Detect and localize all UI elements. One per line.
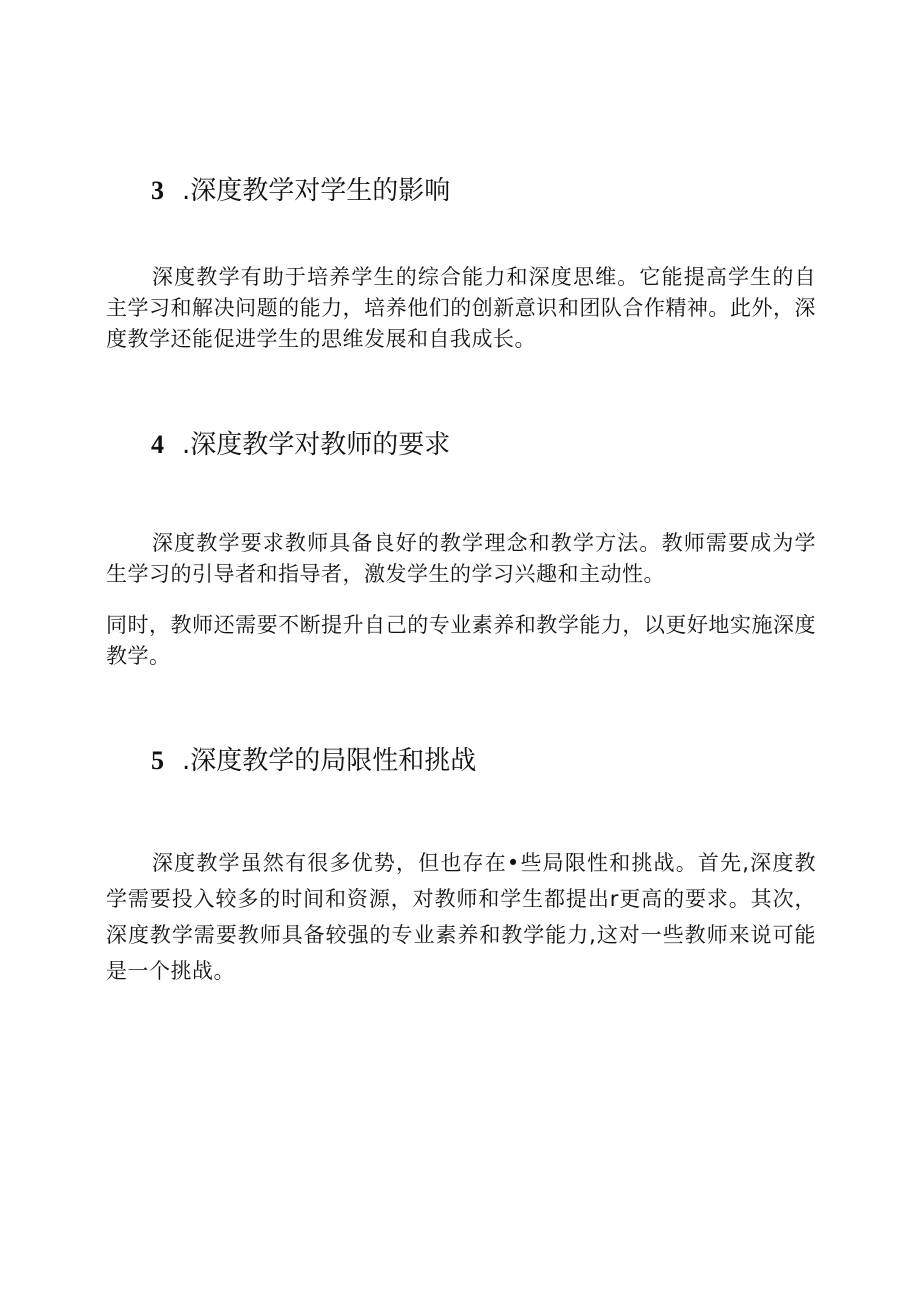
section-number: 4 xyxy=(151,430,164,459)
section-3-heading xyxy=(151,170,450,207)
section-number: 5 xyxy=(151,746,164,775)
section-title: .深度教学的局限性和挑战 xyxy=(182,746,477,776)
section-title: .深度教学对学生的影响 xyxy=(182,176,451,206)
section-5-heading xyxy=(151,740,476,777)
section-number: 3 xyxy=(151,176,164,205)
section-5-paragraph: 深度教学虽然有很多优势，但也存在•些局限性和挑战。首先,深度教学需要投入较多的时间和资源，对教师和学生都提出r更高的要求。其次，深度教学需要教师具备较强的专业素养和教学能力,这对一些教师来说可能是一个挑战。 xyxy=(106,851,816,983)
section-4-paragraph-2: 同时，教师还需要不断提升自己的专业素养和教学能力，以更好地实施深度教学。 xyxy=(106,613,816,668)
section-4-heading xyxy=(151,424,450,461)
section-title: .深度教学对教师的要求 xyxy=(182,430,451,460)
section-3-paragraph: 深度教学有助于培养学生的综合能力和深度思维。它能提高学生的自主学习和解决问题的能力，培养他们的创新意识和团队合作精神。此外，深度教学还能促进学生的思维发展和自我成长。 xyxy=(106,265,816,351)
section-4-paragraph-1: 深度教学要求教师具备良好的教学理念和教学方法。教师需要成为学生学习的引导者和指导者，激发学生的学习兴趣和主动性。 xyxy=(106,531,816,586)
